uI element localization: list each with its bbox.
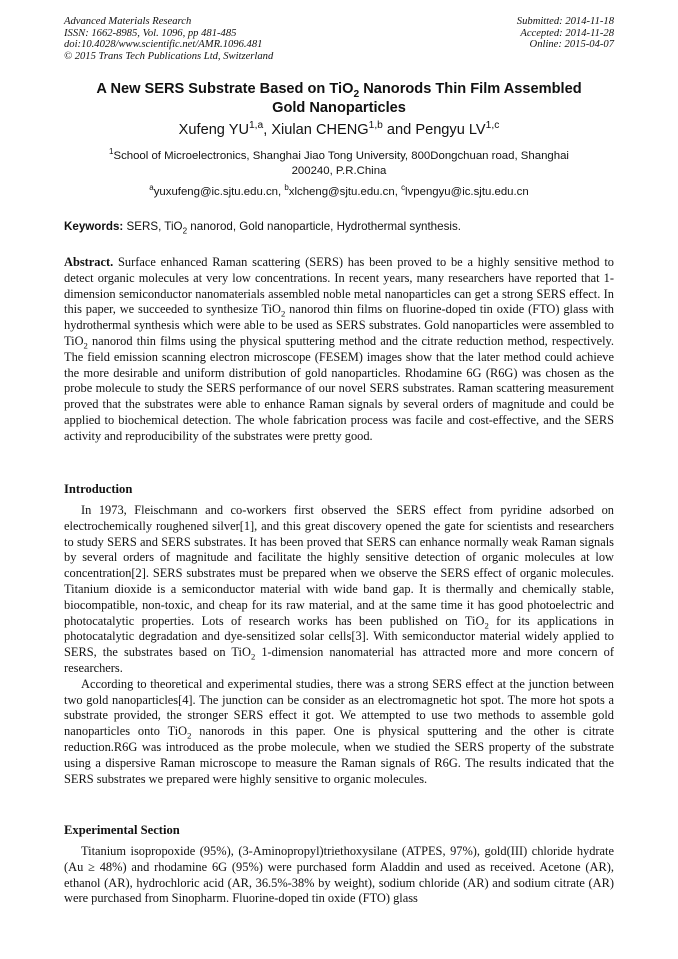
- journal-info: [64, 16, 273, 62]
- paragraph: Titanium isopropoxide (95%), (3-Aminopropyl)triethoxysilane (ATPES, 97%), gold(III) chloride hydrate (Au ≥ 48%) and rhodamine 6G (95%) were purchased form Aladdin and used as received. Acetone (AR), ethanol (AR), hydrochloric acid (AR, 36.5%-38% by weight), sodium chloride (AR) and sodium citrate (AR) were purchased from Sinopharm. Fluorine-doped tin oxide (FTO) glass: [64, 844, 614, 906]
- keywords: Keywords: SERS, TiO$_2$ nanorod, Gold nanoparticle, Hydrothermal synthesis.: [64, 220, 461, 236]
- affiliation: $^1$School of Microelectronics, Shanghai Jiao Tong University, 800Dongchuan road, Shanghai 200240, P.R.China: [109, 147, 569, 177]
- email-link[interactable]: yuxufeng@ic.sjtu.edu.cn: [153, 186, 279, 198]
- paragraph: In 1973, Fleischmann and co-workers first observed the SERS effect from pyridine adsorbed on electrochemically roughened silver[1], and this great discovery opened the gate for scientists and researchers to study SERS and SERS substrates. It has been proved that SERS can enhance normally weak Raman signals by several orders of magnitude and facilitate the highly sensitive detection of organic molecules at low concentration[2]. SERS substrates must be prepared when we observe the SERS effect of organic molecules. Titanium dioxide is a semiconductor material with wide band gap. It is thermally and chemically stable, biocompatible, non-toxic, and cheap for its raw material, and at the same time it has good photoelectric and photocatalytic properties. Lots of research works has been published on TiO$_2$ for its applications in photocatalytic degradation and dye-sensitized solar cells[3]. With semiconductor material widely applied to SERS, the substrates based on TiO$_2$ 1-dimension nanomaterial has attracted more and more concern of researchers.: [64, 503, 614, 675]
- experimental-body: [64, 844, 614, 907]
- introduction-body: [64, 503, 614, 787]
- paragraph: According to theoretical and experimental studies, there was a strong SERS effect at the junction between two gold nanoparticles[4]. The junction can be consider as an electromagnetic hot spot. The more hot spots a substrate provided, the stronger SERS effect it got. We attempted to use two methods to assemble gold nanoparticles onto TiO$_2$ nanorods in this paper. One is physical sputtering and the other is citrate reduction.R6G was introduced as the probe molecule, when we studied the SERS property of the substrate using a dispersive Raman microscope to measure the Raman signals of R6G. The results indicated that the SERS substrates we prepared were highly sensitive to organic molecules.: [64, 676, 614, 786]
- abstract: Abstract. Surface enhanced Raman scattering (SERS) has been proved to be a highly sensitive method to detect organic molecules at very low concentrations. In recent years, many researchers have reported that 1-dimension semiconductor nanomaterials assembled noble metal nanoparticles can get a strong SERS effect. In this paper, we succeeded to synthesize TiO$_2$ nanorod thin films on fluorine-doped tin oxide (FTO) glass with hydrothermal synthesis which were able to be used as SERS substrates. Gold nanoparticles were assembled to TiO$_2$ nanorod thin films using the physical sputtering method and the citrate reduction method, respectively. The field emission scanning electron microscope (FESEM) images show that the later method could achieve the more desirable and uniform distribution of gold nanoparticles. Rhodamine 6G (R6G) was chosen as the probe molecule to study the SERS performance of our novel SERS substrates. Raman scattering measurement proved that the substrates were able to enhance Raman signals by several orders of magnitude and could be applied to biochemical detection. The whole fabrication process was facile and cost-effective, and the SERS activity and reproducibility of the substrates were pretty good.: [64, 255, 614, 443]
- experimental-heading: Experimental Section: [64, 823, 180, 837]
- email-link[interactable]: lvpengyu@ic.sjtu.edu.cn: [405, 186, 529, 198]
- journal-doi: doi:10.4028/www.scientific.net/AMR.1096.481: [64, 39, 263, 51]
- author-list: Xufeng YU$^{1,a}$, Xiulan CHENG$^{1,b}$ and Pengyu LV$^{1,c}$: [178, 120, 500, 138]
- publication-dates: [517, 16, 614, 51]
- introduction-heading: Introduction: [64, 482, 133, 496]
- date-accepted: Accepted: 2014-11-28: [520, 27, 614, 39]
- date-online: Online: 2015-04-07: [529, 39, 614, 51]
- journal-issn: ISSN: 1662-8985, Vol. 1096, pp 481-485: [64, 27, 237, 39]
- keywords-label: Keywords:: [64, 220, 124, 233]
- author-name: Pengyu LV: [415, 122, 486, 138]
- email-list: $^a$yuxufeng@ic.sjtu.edu.cn, $^b$xlcheng@sjtu.edu.cn, $^c$lvpengyu@ic.sjtu.edu.cn: [149, 183, 529, 198]
- journal-name: Advanced Materials Research: [64, 16, 192, 27]
- paper-title: A New SERS Substrate Based on TiO$_2$ Nanorods Thin Film Assembled Gold Nanoparticles: [96, 81, 582, 116]
- email-link[interactable]: xlcheng@sjtu.edu.cn: [288, 186, 395, 198]
- abstract-label: Abstract.: [64, 255, 114, 269]
- author-name: Xufeng YU: [178, 122, 249, 138]
- author-name: Xiulan CHENG: [271, 122, 369, 138]
- date-submitted: Submitted: 2014-11-18: [516, 16, 614, 27]
- journal-copyright: © 2015 Trans Tech Publications Ltd, Switzerland: [64, 50, 274, 62]
